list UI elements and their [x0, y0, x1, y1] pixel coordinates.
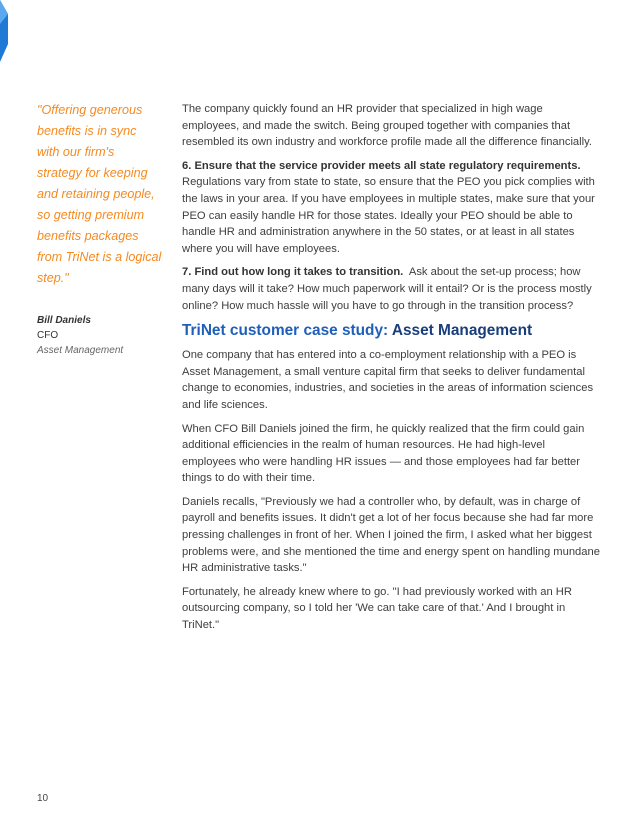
step-6-block	[182, 158, 602, 258]
case-study-heading	[182, 321, 602, 341]
corner-accent-shape	[0, 0, 8, 62]
case-paragraph: When CFO Bill Daniels joined the firm, he quickly realized that the firm could gain additional efficiencies in the realm of human resources. He had high-level employees who were handling HR issues — and those employees had far better things to do with their time.	[182, 422, 585, 485]
case-study-heading-prefix: TriNet customer case study:	[182, 322, 392, 340]
step-7-block	[182, 264, 602, 314]
pull-quote-text: "Offering generous benefits is in sync with our firm's strategy for keeping and retaining people, so getting premium benefits packages from TriNet is a logical step."	[37, 103, 162, 285]
page-number: 10	[37, 793, 49, 804]
attribution-title: CFO	[37, 330, 59, 341]
step-7-heading: 7. Find out how long it takes to transition.	[182, 266, 404, 279]
case-paragraph: One company that has entered into a co-employment relationship with a PEO is Asset Management, a small venture capital firm that seeks to deliver fundamental change to economies, industries, and societies in the areas of information sciences and life sciences.	[182, 349, 594, 411]
quote-attribution	[37, 313, 162, 358]
main-body	[182, 101, 602, 641]
sidebar-pull-quote	[37, 100, 162, 358]
intro-paragraph: The company quickly found an HR provider that specialized in high wage employees, and made the switch. Being grouped together with companies that resembled its own industry and workforce profile made all the difference financially.	[182, 103, 592, 149]
case-paragraph: Daniels recalls, "Previously we had a controller who, by default, was in charge of payroll and benefits issues. It didn't get a lot of her focus because she had far more pressing challenges in front of her. When I joined the firm, I asked what her biggest problems were, and she mentioned the time and energy spent on handling mundane HR administrative tasks."	[182, 495, 600, 575]
case-study-heading-company: Asset Management	[391, 322, 533, 340]
step-6-heading: 6. Ensure that the service provider meets all state regulatory requirements.	[182, 159, 581, 172]
step-7-body: Ask about the set-up process; how many days will it take? How much paperwork will it entail? Or is the process mostly online? How much hassle will you have to go through in the transition process?	[182, 266, 592, 312]
case-paragraph: Fortunately, he already knew where to go. "I had previously worked with an HR outsourcing company, so I told her 'We can take care of that.' And I brought in TriNet."	[182, 585, 572, 632]
attribution-company: Asset Management	[37, 345, 124, 356]
attribution-name: Bill Daniels	[37, 315, 91, 326]
step-6-body: Regulations vary from state to state, so ensure that the PEO you pick complies with the laws in your area. If you have employees in multiple states, make sure that your PEO can easily handle HR for those states. Ideally your PEO should be able to handle HR and administration anywhere in the 50 states, or at least in all states where you will have employees.	[182, 176, 595, 255]
